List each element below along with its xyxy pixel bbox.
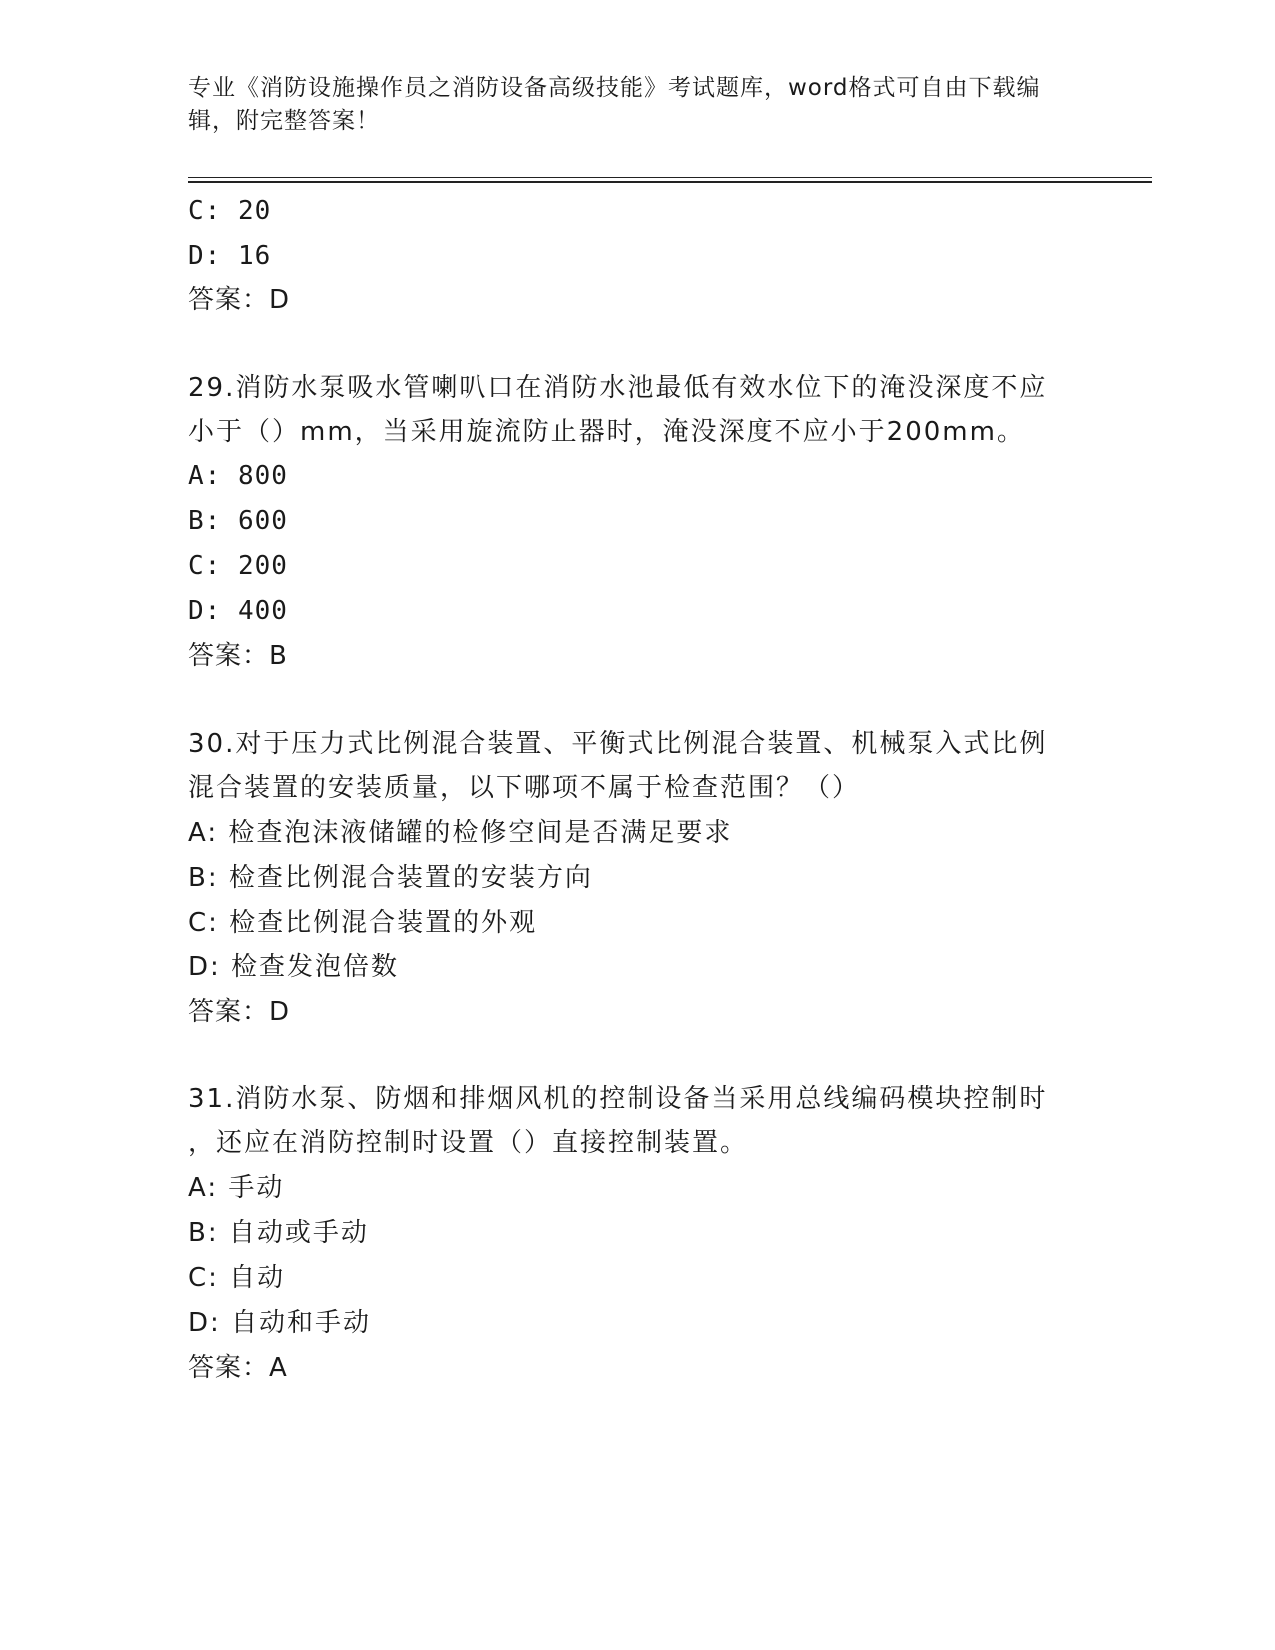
question-30-answer: 答案：D — [188, 997, 291, 1027]
question-29-text-line-1: 29.消防水泵吸水管喇叭口在消防水池最低有效水位下的淹没深度不应 — [188, 373, 1048, 403]
header-divider-thick — [188, 181, 1152, 183]
prev-question-answer: 答案：D — [188, 285, 291, 315]
question-29-text-line-2: 小于（）mm，当采用旋流防止器时，淹没深度不应小于200mm。 — [188, 417, 1025, 447]
question-29-answer: 答案：B — [188, 641, 288, 671]
prev-question-option-d: D: 16 — [188, 241, 272, 271]
question-30-option-a: A: 检查泡沫液储罐的检修空间是否满足要求 — [188, 818, 733, 848]
prev-question-option-c: C: 20 — [188, 196, 272, 226]
question-31-text-line-1: 31.消防水泵、防烟和排烟风机的控制设备当采用总线编码模块控制时 — [188, 1084, 1048, 1114]
document-header — [188, 72, 1078, 138]
question-30-text-line-1: 30.对于压力式比例混合装置、平衡式比例混合装置、机械泵入式比例 — [188, 729, 1048, 759]
question-29-option-b: B: 600 — [188, 506, 288, 536]
question-31-option-a: A: 手动 — [188, 1173, 285, 1203]
question-29-option-a: A: 800 — [188, 461, 288, 491]
header-divider-thin — [188, 177, 1152, 178]
question-30-option-d: D: 检查发泡倍数 — [188, 952, 400, 982]
question-31-text-line-2: ，还应在消防控制时设置（）直接控制装置。 — [188, 1128, 749, 1158]
header-title-line-1: 专业《消防设施操作员之消防设备高级技能》考试题库，word格式可自由下载编 — [188, 75, 1041, 101]
question-29-option-c: C: 200 — [188, 551, 288, 581]
question-30-option-b: B: 检查比例混合装置的安装方向 — [188, 863, 593, 893]
question-29-option-d: D: 400 — [188, 596, 288, 626]
question-31-option-d: D: 自动和手动 — [188, 1308, 372, 1338]
question-30-text-line-2: 混合装置的安装质量，以下哪项不属于检查范围？（） — [188, 773, 861, 803]
question-31-option-b: B: 自动或手动 — [188, 1218, 369, 1248]
question-31-option-c: C: 自动 — [188, 1263, 286, 1293]
question-30-option-c: C: 检查比例混合装置的外观 — [188, 908, 538, 938]
question-31-answer: 答案：A — [188, 1353, 288, 1383]
header-title-line-2: 辑，附完整答案！ — [188, 108, 380, 134]
